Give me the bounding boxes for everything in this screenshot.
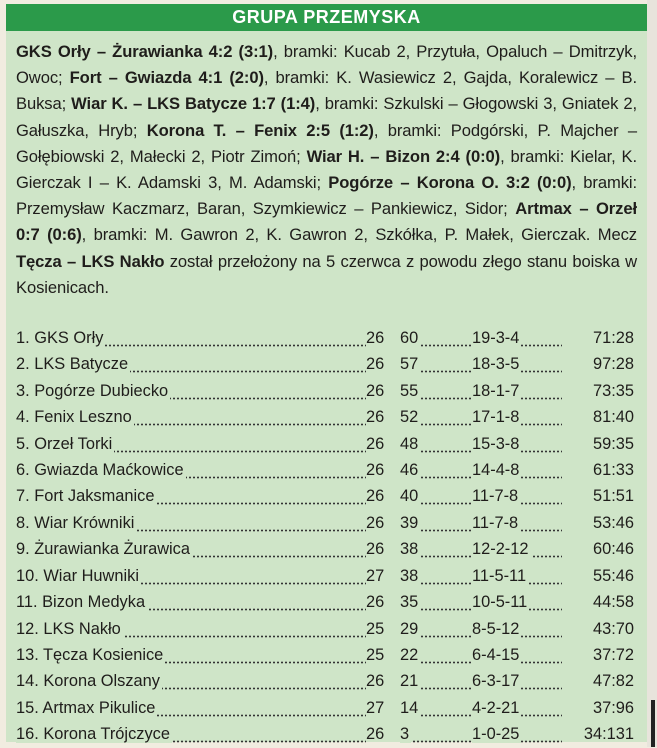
table-row: [16, 589, 634, 615]
table-row: [16, 510, 634, 536]
result-item: Pogórze – Korona O. 3:2 (0:0), bramki: Przemysław Kaczmarz, Baran, Szymkiewicz – Pankiewicz, Sidor;: [16, 173, 637, 219]
points: 40: [400, 483, 472, 509]
matches-played: 27: [366, 566, 385, 585]
points: 46: [400, 457, 472, 483]
goal-balance: 59:35: [592, 434, 634, 453]
page-edge: [647, 0, 657, 747]
table-row: [16, 378, 634, 404]
team-name: 10. Wiar Huwniki: [16, 563, 366, 589]
result-item: Tęcza – LKS Nakło został przełożony na 5 czerwca z powodu złego stanu boiska w Kosienicach.: [16, 251, 637, 297]
divider: [6, 301, 647, 325]
table-row: [16, 483, 634, 509]
team-name: 8. Wiar Krówniki: [16, 510, 366, 536]
team-name: 3. Pogórze Dubiecko: [16, 378, 366, 404]
points: 35: [400, 589, 472, 615]
team-name: 7. Fort Jaksmanice: [16, 483, 366, 509]
table-row: [16, 721, 634, 747]
matches-played: 26: [366, 513, 385, 532]
matches-played: 27: [366, 698, 385, 717]
points: 48: [400, 431, 472, 457]
win-draw-loss: 19-3-4: [472, 325, 562, 351]
team-name: 16. Korona Trójczyce: [16, 721, 366, 747]
standings-table: [16, 325, 634, 748]
matches-played: 26: [366, 381, 385, 400]
goal-balance: 44:58: [592, 593, 634, 612]
points: 52: [400, 404, 472, 430]
page-shadow: [651, 700, 655, 747]
matches-played: 26: [366, 329, 385, 348]
win-draw-loss: 18-1-7: [472, 378, 562, 404]
league-panel: [6, 4, 647, 742]
points: 55: [400, 378, 472, 404]
team-name: 12. LKS Nakło: [16, 616, 366, 642]
result-item: Wiar K. – LKS Batycze 1:7 (1:4), bramki: Szkulski – Głogowski 3, Gniatek 2, Gałuszka, Hryb;: [16, 94, 638, 140]
goal-balance: 43:70: [592, 619, 634, 638]
team-name: 1. GKS Orły: [16, 325, 366, 351]
team-name: 6. Gwiazda Maćkowice: [16, 457, 366, 483]
team-name: 13. Tęcza Kosienice: [16, 642, 366, 668]
goal-balance: 73:35: [592, 381, 634, 400]
matches-played: 25: [366, 645, 385, 664]
win-draw-loss: 12-2-12: [472, 536, 562, 562]
points: 21: [400, 668, 472, 694]
points: 29: [400, 616, 472, 642]
goal-balance: 97:28: [592, 355, 634, 374]
table-row: [16, 536, 634, 562]
win-draw-loss: 15-3-8: [472, 431, 562, 457]
matches-played: 26: [366, 487, 385, 506]
points: 38: [400, 563, 472, 589]
goal-balance: 51:51: [592, 487, 634, 506]
match-results: [6, 31, 647, 301]
section-title: GRUPA PRZEMYSKA: [6, 4, 647, 31]
win-draw-loss: 11-7-8: [472, 510, 562, 536]
win-draw-loss: 11-7-8: [472, 483, 562, 509]
points: 60: [400, 325, 472, 351]
team-name: 5. Orzeł Torki: [16, 431, 366, 457]
team-name: 14. Korona Olszany: [16, 668, 366, 694]
table-row: [16, 668, 634, 694]
win-draw-loss: 6-4-15: [472, 642, 562, 668]
goal-balance: 60:46: [592, 540, 634, 559]
win-draw-loss: 4-2-21: [472, 695, 562, 721]
result-item: Korona T. – Fenix 2:5 (1:2), bramki: Podgórski, P. Majcher – Gołębiowski 2, Małecki 2, Piotr Zimoń;: [16, 120, 637, 166]
team-name: 9. Żurawianka Żurawica: [16, 536, 366, 562]
matches-played: 26: [366, 593, 385, 612]
table-row: [16, 404, 634, 430]
goal-balance: 37:72: [592, 645, 634, 664]
team-name: 2. LKS Batycze: [16, 351, 366, 377]
team-name: 15. Artmax Pikulice: [16, 695, 366, 721]
table-row: [16, 325, 634, 351]
table-row: [16, 616, 634, 642]
matches-played: 25: [366, 619, 385, 638]
win-draw-loss: 1-0-25: [472, 721, 562, 747]
team-name: 4. Fenix Leszno: [16, 404, 366, 430]
result-item: GKS Orły – Żurawianka 4:2 (3:1), bramki: Kucab 2, Przytuła, Opaluch – Dmitrzyk, Owoc;: [16, 42, 637, 88]
matches-played: 26: [366, 355, 385, 374]
goal-balance: 53:46: [592, 513, 634, 532]
win-draw-loss: 10-5-11: [472, 589, 562, 615]
table-row: [16, 695, 634, 721]
goal-balance: 55:46: [592, 566, 634, 585]
matches-played: 26: [366, 540, 385, 559]
points: 14: [400, 695, 472, 721]
win-draw-loss: 17-1-8: [472, 404, 562, 430]
win-draw-loss: 8-5-12: [472, 616, 562, 642]
goal-balance: 47:82: [592, 672, 634, 691]
table-row: [16, 457, 634, 483]
matches-played: 26: [366, 725, 385, 744]
table-row: [16, 431, 634, 457]
table-row: [16, 563, 634, 589]
goal-balance: 37:96: [592, 698, 634, 717]
points: 57: [400, 351, 472, 377]
win-draw-loss: 11-5-11: [472, 563, 562, 589]
matches-played: 26: [366, 461, 385, 480]
points: 38: [400, 536, 472, 562]
result-item: Fort – Gwiazda 4:1 (2:0), bramki: K. Wasiewicz 2, Gajda, Koralewicz – B. Buksa;: [16, 68, 638, 114]
team-name: 11. Bizon Medyka: [16, 589, 366, 615]
points: 3: [400, 721, 472, 747]
win-draw-loss: 14-4-8: [472, 457, 562, 483]
table-row: [16, 351, 634, 377]
win-draw-loss: 18-3-5: [472, 351, 562, 377]
points: 39: [400, 510, 472, 536]
points: 22: [400, 642, 472, 668]
matches-played: 26: [366, 408, 385, 427]
goal-balance: 34:131: [583, 725, 634, 744]
matches-played: 26: [366, 672, 385, 691]
result-item: Wiar H. – Bizon 2:4 (0:0), bramki: Kielar, K. Gierczak I – K. Adamski 3, M. Adamski;: [16, 146, 638, 193]
matches-played: 26: [366, 434, 385, 453]
goal-balance: 81:40: [592, 408, 634, 427]
result-item: Artmax – Orzeł 0:7 (0:6), bramki: M. Gawron 2, K. Gawron 2, Szkółka, P. Małek, Gierczak. Mecz: [16, 199, 637, 245]
win-draw-loss: 6-3-17: [472, 668, 562, 694]
table-row: [16, 642, 634, 668]
goal-balance: 61:33: [592, 461, 634, 480]
goal-balance: 71:28: [592, 329, 634, 348]
